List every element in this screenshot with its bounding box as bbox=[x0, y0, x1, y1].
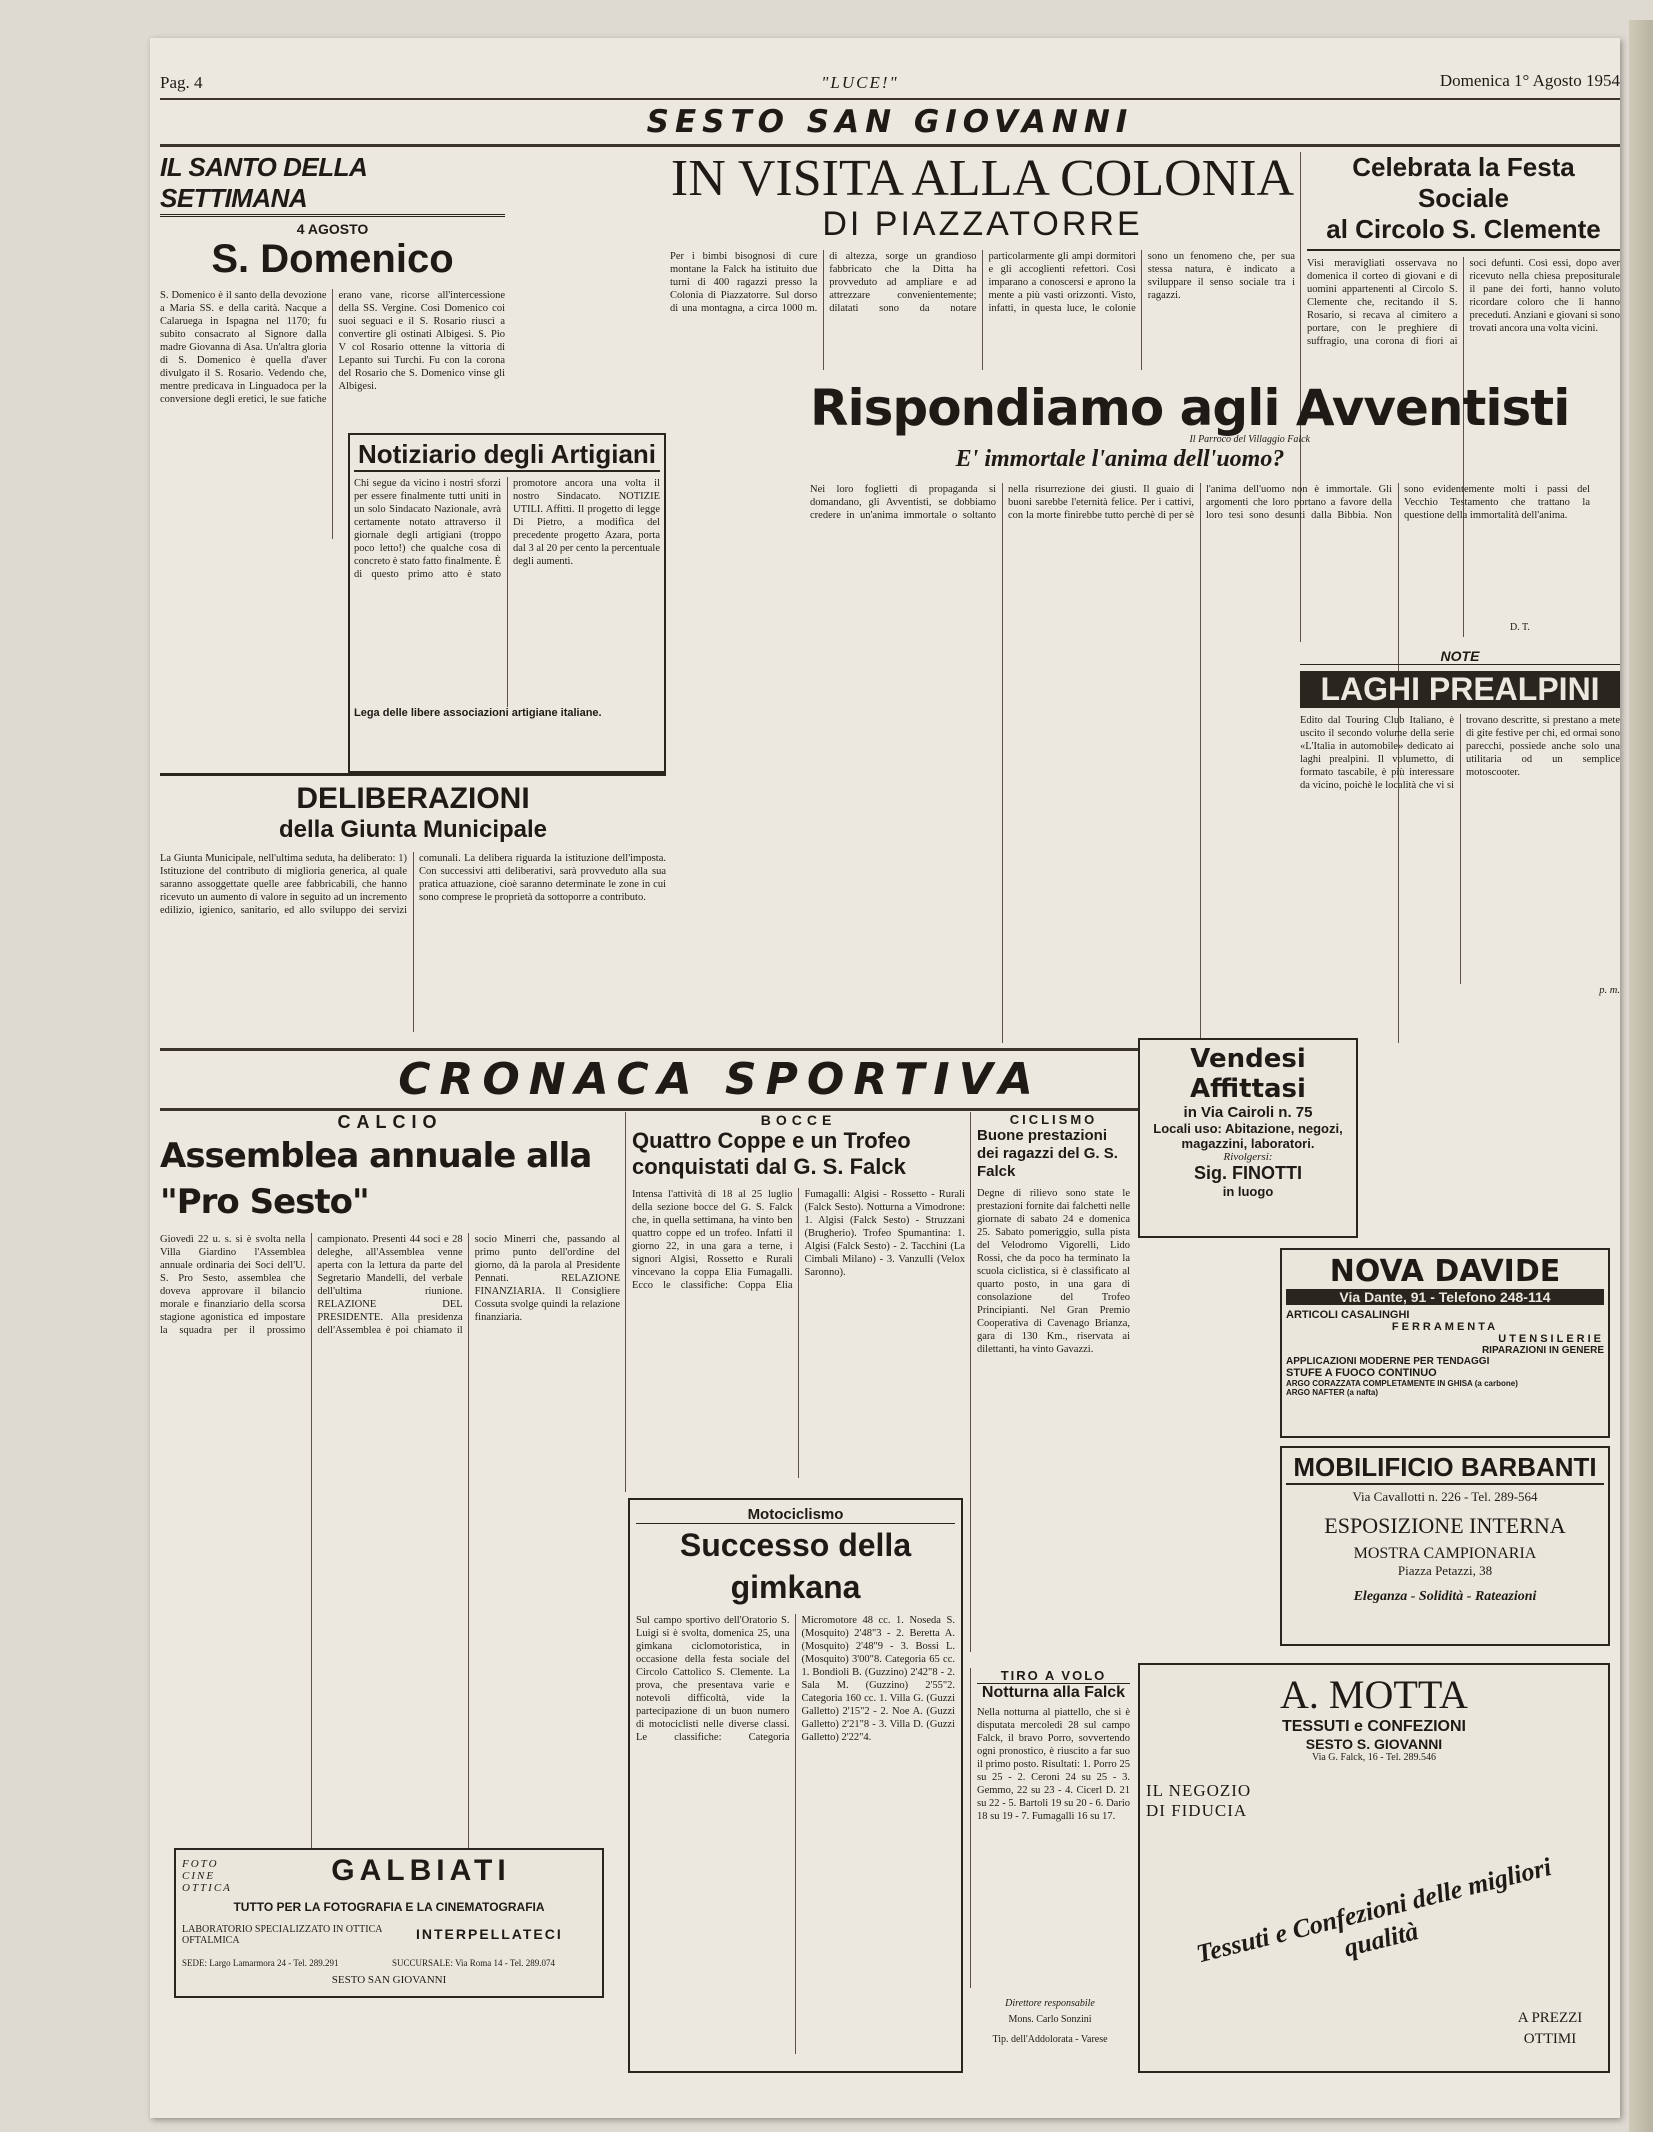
tiro-label: TIRO A VOLO bbox=[977, 1668, 1130, 1684]
barbanti-ad bbox=[1280, 1446, 1610, 1646]
ciclismo-text: Degne di rilievo sono state le prestazioni fornite dai falchetti nelle giornate di sabato 24 e domenica 25. Sabato pomeriggio, sulla pista del Velodromo Vigorelli, Lido Rossi, che da poco ha terminato la scuola ciclistica, si è classificato al quarto posto, in una gara di consolazione del Trofeo Principianti. Nel Gran Premio Cooperativa di Cavenago Brianza, gara di 130 Km., riservata ai dilettanti, ha vinto Gavazzi. bbox=[977, 1188, 1130, 1355]
page-edge bbox=[1629, 20, 1653, 2132]
saint-kicker: IL SANTO DELLA SETTIMANA bbox=[160, 152, 505, 217]
galbiati-l6: SESTO SAN GIOVANNI bbox=[331, 1974, 447, 1986]
artigiani-subhead: Lega delle libere associazioni artigiane italiane. bbox=[354, 707, 602, 719]
barbanti-addr: Via Cavallotti n. 226 - Tel. 289-564 bbox=[1352, 1489, 1538, 1504]
newspaper-page bbox=[150, 38, 1620, 2118]
moto-label: Motociclismo bbox=[636, 1506, 955, 1524]
galbiati-name: GALBIATI bbox=[331, 1854, 511, 1887]
delibere-subtitle: della Giunta Municipale bbox=[278, 816, 548, 843]
nova-l6: STUFE A FUOCO CONTINUO bbox=[1286, 1367, 1437, 1379]
bocce-article bbox=[625, 1112, 965, 1492]
delibere-article bbox=[160, 773, 666, 1043]
section-banner: SESTO SAN GIOVANNI bbox=[646, 104, 1134, 140]
director-name: Mons. Carlo Sonzini bbox=[1008, 2014, 1092, 2025]
vendesi-l3: in Via Cairoli n. 75 bbox=[1183, 1104, 1313, 1121]
artigiani-title: Notiziario degli Artigiani bbox=[354, 439, 660, 472]
calcio-label: CALCIO bbox=[337, 1112, 443, 1132]
saint-date: 4 AGOSTO bbox=[296, 221, 369, 237]
galbiati-side: FOTO CINE OTTICA bbox=[182, 1858, 232, 1894]
festa-text: Visi meravigliati osservava no domenica il corteo di giovani e di uomini appartenenti al Circolo S. Clemente che, recitando il S. Rosario, si recava al cimitero a portare, con le preghiere di suffragio, una corona di fiori ai soci defunti. Così essi, dopo aver ricevuto nella chiesa prepositurale il pane dei forti, hanno voluto ricordare coloro che li hanno preceduti. Anziani e giovani si sono trovati ancora una volta vicini. bbox=[1307, 258, 1620, 347]
nova-l3: UTENSILERIE bbox=[1498, 1333, 1604, 1345]
laghi-signature: p. m. bbox=[1599, 985, 1620, 996]
artigiani-article bbox=[348, 433, 666, 773]
vendesi-l5: Rivolgersi: bbox=[1223, 1151, 1273, 1163]
bocce-text: Intensa l'attività di 18 al 25 luglio della sezione bocce del G. S. Falck che, in quella settimana, ha vinto ben quattro coppe ed un trofeo. Infatti il giorno 22, in una gara a terne, i signori Algisi, Rossetto e Rurali vincevano la coppa Elia Fumagalli. Ecco le classifiche: Coppa Elia Fumagalli: Algisi - Rossetto - Rurali (Falck Sesto). Notturna a Vimodrone: 1. Algisi (Falck Sesto) - Struzzani (Brugherio). Trofeo Spumantina: 1. Algisi (Falck Sesto) - 2. Tacchini (La Cimbali Milano) - 3. Vanzulli (Velox Saronno). bbox=[632, 1189, 965, 1291]
tiro-title: Notturna alla Falck bbox=[981, 1684, 1126, 1701]
moto-title: Successo della gimkana bbox=[679, 1527, 912, 1605]
motta-l1: TESSUTI e CONFEZIONI bbox=[1281, 1718, 1466, 1735]
vendesi-ad bbox=[1138, 1038, 1358, 1238]
saint-text: S. Domenico è il santo della devozione a Maria SS. e della carità. Nacque a Calaruega in Ispagna nel 1170; fu subito consacrato al Signore dalla madre Giovanna di Asa. Un'altra gloria di S. Domenico è quella d'aver divulgato il S. Rosario. Vedendo che, mentre predicava in Linguadoca per la conversione degli eretici, le sue fatiche erano vane, ricorse all'intercessione della SS. Vergine. Così Domenico coi suoi seguaci e il S. Rosario riuscì a convertire gli ostinati Albigesi. S. Pio V col Rosario ottenne la vittoria di Lepanto sui Turchi. Fu con la corona del Rosario che S. Domenico vinse gli Albigesi. bbox=[160, 290, 505, 405]
avventisti-signature: D. T. bbox=[1510, 622, 1530, 633]
motta-l4: IL NEGOZIO bbox=[1146, 1781, 1252, 1800]
motta-script: Tessuti e Confezioni delle migliori qualità bbox=[1193, 1852, 1555, 1969]
page-number: Pag. 4 bbox=[160, 73, 203, 92]
nova-l1: ARTICOLI CASALINGHI bbox=[1286, 1309, 1410, 1321]
galbiati-l2: LABORATORIO SPECIALIZZATO IN OTTICA OFTALMICA bbox=[182, 1924, 382, 1946]
sport-banner: CRONACA SPORTIVA bbox=[398, 1054, 1042, 1105]
ciclismo-article bbox=[970, 1112, 1130, 1652]
nova-l2: FERRAMENTA bbox=[1391, 1321, 1499, 1333]
vendesi-l7: in luogo bbox=[1222, 1184, 1274, 1199]
galbiati-l5: SUCCURSALE: Via Roma 14 - Tel. 289.074 bbox=[392, 1958, 556, 1968]
calcio-text: Giovedì 22 u. s. si è svolta nella Villa Giardino l'Assemblea annuale ordinaria dei Soci dell'U. S. Pro Sesto, assemblea che doveva approvare il bilancio morale e finanziario della scorsa stagione agonistica ed impostare la squadra per il prossimo campionato. Presenti 44 soci e 28 deleghe, all'Assemblea venne aperta con la lettura da parte del Segretario Mandelli, del verbale dell'ultima riunione. RELAZIONE DEL PRESIDENTE. Alla presidenza dell'Assemblea è poi chiamato il socio Minerri che, passando al primo punto dell'ordine del giorno, dà la parola al Presidente Pennati. RELAZIONE FINANZIARIA. Il Consigliere Cossuta svolge quindi la relazione finanziaria. bbox=[160, 1234, 620, 1336]
barbanti-name: MOBILIFICIO BARBANTI bbox=[1286, 1452, 1604, 1485]
delibere-text: La Giunta Municipale, nell'ultima seduta, ha deliberato: 1) Istituzione del contributo di miglioria generica, al quale saranno assoggettate quelle aree fabbricabili, che hanno ricevuto un aumento di valore in seguito ad un incremento edilizio, igienico, sanitario, ed allo sviluppo dei servizi comunali. La delibera riguarda la istituzione dell'imposta. Con successivi atti deliberativi, sarà provveduto alla sua pratica attuazione, cioè saranno determinate le zone in cui sono comprese le proprietà da sottoporre a contributo. bbox=[160, 853, 666, 916]
colonia-subtitle: DI PIAZZATORRE bbox=[822, 205, 1143, 243]
nova-l7: ARGO CORAZZATA COMPLETAMENTE IN GHISA (a carbone) bbox=[1286, 1379, 1518, 1388]
laghi-text: Edito dal Touring Club Italiano, è uscito il secondo volume della serie «L'Italia in automobile» dedicato ai laghi prealpini. Il volumetto, di formato tascabile, è più interessare da vicino, poichè le località che vi si trovano descritte, si prestano a mete di gite festive per chi, ed ormai sono parecchi, possiede anche solo una utilitaria od un semplice motoscooter. bbox=[1300, 715, 1620, 791]
delibere-title: DELIBERAZIONI bbox=[296, 782, 530, 815]
motta-l3: Via G. Falck, 16 - Tel. 289.546 bbox=[1311, 1752, 1437, 1763]
moto-text: Sul campo sportivo dell'Oratorio S. Luigi si è svolta, domenica 25, una gimkana ciclomotoristica, in occasione della festa sociale del Circolo Cattolico S. Clemente. La prova, che presentava varie e notevoli difficoltà, vide la partecipazione di un buon numero di motociclisti nelle diverse classi. Le classifiche: Categoria Micromotore 48 cc. 1. Noseda S. (Mosquito) 2'48"3 - 2. Beretta A. (Mosquito) 2'48"9 - 3. Bossi L. (Mosquito) 3'00"8. Categoria 65 cc. 1. Bondioli B. (Guzzino) 2'42"8 - 2. Sala M. (Guzzino) 2'55"2. Categoria 160 cc. 1. Villa G. (Guzzi Galletto) 2'15"2 - 2. Noe A. (Guzzi Galletto) 2'21"8 - 3. Villa D. (Guzzi Galletto) 2'22"4. bbox=[636, 1615, 955, 1743]
galbiati-l1: TUTTO PER LA FOTOGRAFIA E LA CINEMATOGRAFIA bbox=[233, 1900, 545, 1914]
laghi-kicker: NOTE bbox=[1300, 648, 1620, 665]
artigiani-text: Chi segue da vicino i nostri sforzi per essere finalmente tutti uniti in un solo Sindacato Nazionale, avrà certamente notato attraverso il giornale degli artigiani (troppo poco letto!) che qualche cosa di concreto è stato fatto finalmente. È di questo primo atto è stato promotore ancora una volta il nostro Sindacato. NOTIZIE UTILI. Affitti. Il progetto di legge Di Pietro, a modifica del precedente progetto Azara, porta dal 3 al 20 per cento la percentuale degli aumenti. bbox=[354, 478, 660, 580]
bocce-title: Quattro Coppe e un Trofeo conquistati dal G. S. Falck bbox=[632, 1128, 911, 1179]
printer-line: Tip. dell'Addolorata - Varese bbox=[992, 2034, 1108, 2045]
festa-title: Celebrata la Festa Sociale bbox=[1352, 152, 1575, 213]
vendesi-l6: Sig. FINOTTI bbox=[1194, 1163, 1302, 1183]
barbanti-l3: Piazza Petazzi, 38 bbox=[1397, 1563, 1493, 1578]
vendesi-l1: Vendesi bbox=[1190, 1044, 1306, 1074]
saint-title: S. Domenico bbox=[211, 237, 454, 281]
festa-subtitle: al Circolo S. Clemente bbox=[1307, 214, 1620, 251]
avventisti-subtitle: E' immortale l'anima dell'uomo? bbox=[955, 446, 1285, 472]
galbiati-ad bbox=[174, 1848, 604, 1998]
director-label: Direttore responsabile bbox=[1005, 1998, 1095, 2009]
calcio-title: Assemblea annuale alla "Pro Sesto" bbox=[160, 1136, 592, 1222]
parroco-signature: Il Parroco del Villaggio Falck bbox=[1189, 434, 1310, 445]
laghi-title: LAGHI PREALPINI bbox=[1300, 671, 1620, 708]
barbanti-l4: Eleganza - Solidità - Rateazioni bbox=[1353, 1589, 1537, 1604]
motta-l7: OTTIMI bbox=[1523, 2031, 1577, 2047]
bocce-label: BOCCE bbox=[760, 1112, 837, 1128]
nova-ad bbox=[1280, 1248, 1610, 1438]
galbiati-l3: INTERPELLATECI bbox=[416, 1926, 563, 1942]
nova-addr: Via Dante, 91 - Telefono 248-114 bbox=[1286, 1289, 1604, 1305]
nova-name: NOVA DAVIDE bbox=[1329, 1254, 1561, 1289]
newspaper-name: "LUCE!" bbox=[821, 73, 899, 92]
colonia-title: IN VISITA ALLA COLONIA bbox=[670, 152, 1295, 207]
motta-l6: A PREZZI bbox=[1517, 2010, 1583, 2026]
laghi-article bbox=[1300, 648, 1620, 1028]
tiro-article bbox=[970, 1668, 1130, 1988]
motta-ad bbox=[1138, 1663, 1610, 2073]
tiro-text: Nella notturna al piattello, che si è disputata mercoledì 28 sul campo Falck, il bravo Porro, sovvertendo ogni pronostico, è riuscito a far suo il primo posto. Risultati: 1. Porro 25 su 25 - 2. Ceroni 24 su 25 - 3. Gemmo, 22 su 23 - 4. Cicerl D. 21 su 22 - 5. Bartoli 19 su 20 - 6. Dario 18 su 19 - 7. Fumagalli 16 su 17. bbox=[977, 1707, 1130, 1822]
issue-date: Domenica 1° Agosto 1954 bbox=[1439, 71, 1620, 90]
nova-l4: RIPARAZIONI IN GENERE bbox=[1481, 1345, 1604, 1356]
ciclismo-label: CICLISMO bbox=[1009, 1112, 1098, 1127]
avventisti-text: Nei loro foglietti di propaganda si domandano, gli Avventisti, se dobbiamo credere in un'anima immortale o soltanto nella risurrezione dei giusti. Il guaio di buoni sarebbe l'eternità felice. Per i cattivi, con la morte finirebbe tutto perchè di per sè l'anima dell'uomo non è immortale. Gli argomenti che loro portano a favore della loro tesi sono desunti dalla Bibbia. Non sono evidentemente molti i passi del Vecchio Testamento che trattano la questione della immortalità dell'anima. bbox=[810, 484, 1590, 521]
avventisti-title: Rispondiamo agli Avventisti bbox=[810, 379, 1570, 437]
colonia-text: Per i bimbi bisognosi di cure montane la Falck ha istituito due turni di 400 ragazzi presso la Colonia di Piazzatorre. Sul dorso di una montagna, a circa 1000 m. di altezza, sorge un grandioso fabbricato che la Ditta ha provveduto ad ampliare e ad attrezzare convenientemente; dilatati sono da notare particolarmente gli ampi dormitori e gli accoglienti refettori. Così imparano a conoscersi e aprono la mente a più vasti orizzonti. Visto, infatti, in questa luce, le colonie sono un fenomeno che, per sua stessa natura, è indicato a sviluppare il senso sociale tra i ragazzi. bbox=[670, 251, 1295, 314]
motta-l5: DI FIDUCIA bbox=[1146, 1801, 1248, 1820]
nova-l8: ARGO NAFTER (a nafta) bbox=[1286, 1388, 1378, 1397]
barbanti-l2: MOSTRA CAMPIONARIA bbox=[1353, 1545, 1537, 1562]
nova-l5: APPLICAZIONI MODERNE PER TENDAGGI bbox=[1286, 1356, 1490, 1367]
ciclismo-title: Buone prestazioni dei ragazzi del G. S. Falck bbox=[977, 1127, 1118, 1180]
vendesi-l4: Locali uso: Abitazione, negozi, magazzini, laboratori. bbox=[1153, 1121, 1343, 1151]
motta-name: A. MOTTA bbox=[1280, 1672, 1468, 1717]
colonia-article bbox=[670, 152, 1295, 372]
motta-l2: SESTO S. GIOVANNI bbox=[1305, 1736, 1443, 1752]
motociclismo-article bbox=[628, 1498, 963, 2073]
vendesi-l2: Affittasi bbox=[1190, 1074, 1306, 1104]
galbiati-l4: SEDE: Largo Lamarmora 24 - Tel. 289.291 bbox=[182, 1958, 339, 1968]
barbanti-l1: ESPOSIZIONE INTERNA bbox=[1324, 1513, 1566, 1538]
